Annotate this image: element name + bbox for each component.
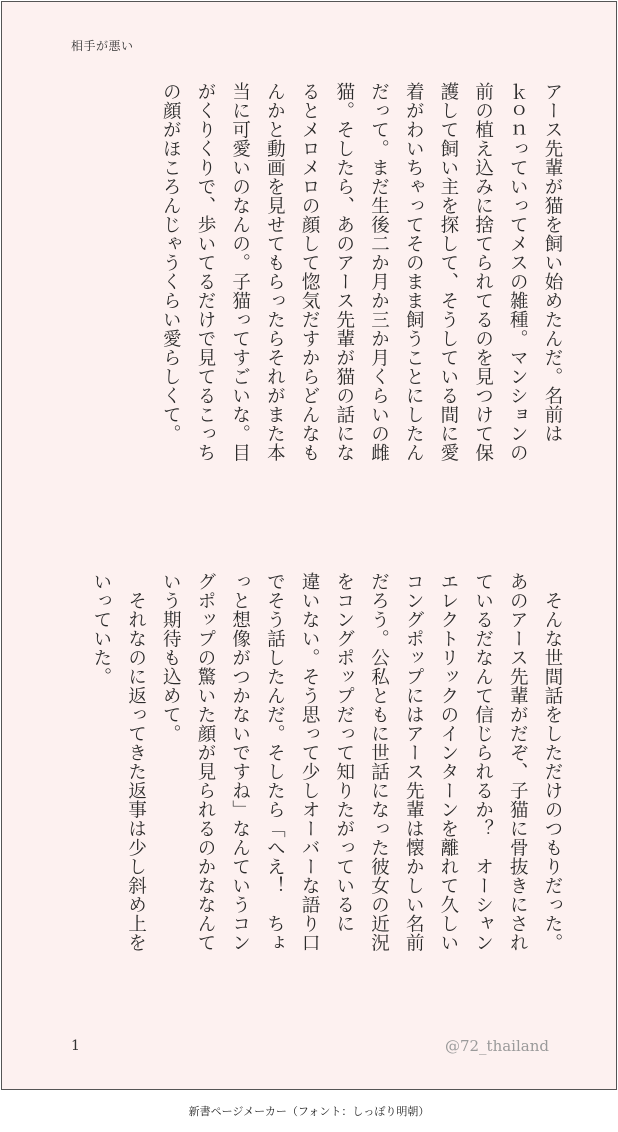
footer-credit: 新書ページメーカー（フォント：しっぽり明朝） [188, 1105, 430, 1118]
page-title: 相手が悪い [71, 39, 134, 53]
body-paragraph-2: そんな世間話をしただけのつもりだった。 あのアース先輩がだぞ、子猫に骨抜きにされ ているだなんて信じられるか？ オーシャン エレクトリックのインターンを離れて久しい コングポップにはアース先輩は懐かしい名前 だろう。公私ともに世話になった彼女の近況 をコングポップだって知りたがっているに 違いない。そう思って少しオーバーな語り口 でそう話したんだ。そしたら「へえ！ ちょ っと想像がつかないですね」なんていうコン グポップの驚いた顔が見られるのかななんて いう期待も込めて。 それなのに返ってきた返事は少し斜め上を いっていた。 [90, 572, 563, 952]
body-paragraph-1: アース先輩が猫を飼い始めたんだ。名前は ｋｏｎっていってメスの雑種。マンションの 前の植え込みに捨てられてるのを見つけて保 護して飼い主を探して、そうしている間に愛 着がわいちゃってそのまま飼うことにしたん だって。まだ生後二か月か三か月くらいの雌 猫。そしたら、あのアース先輩が猫の話にな るとメロメロの顔して惚気だすからどんなも んかと動画を見せてもらったらそれがまた本 当に可愛いのなんの。子猫ってすごいな。目 がくりくりで、歩いてるだけで見てるこっち の顔がほころんじゃうくらい愛らしくて。 [160, 82, 563, 462]
page-number: 1 [71, 1038, 80, 1054]
page [1, 1, 617, 1090]
author-handle: @72_thailand [444, 1037, 549, 1055]
